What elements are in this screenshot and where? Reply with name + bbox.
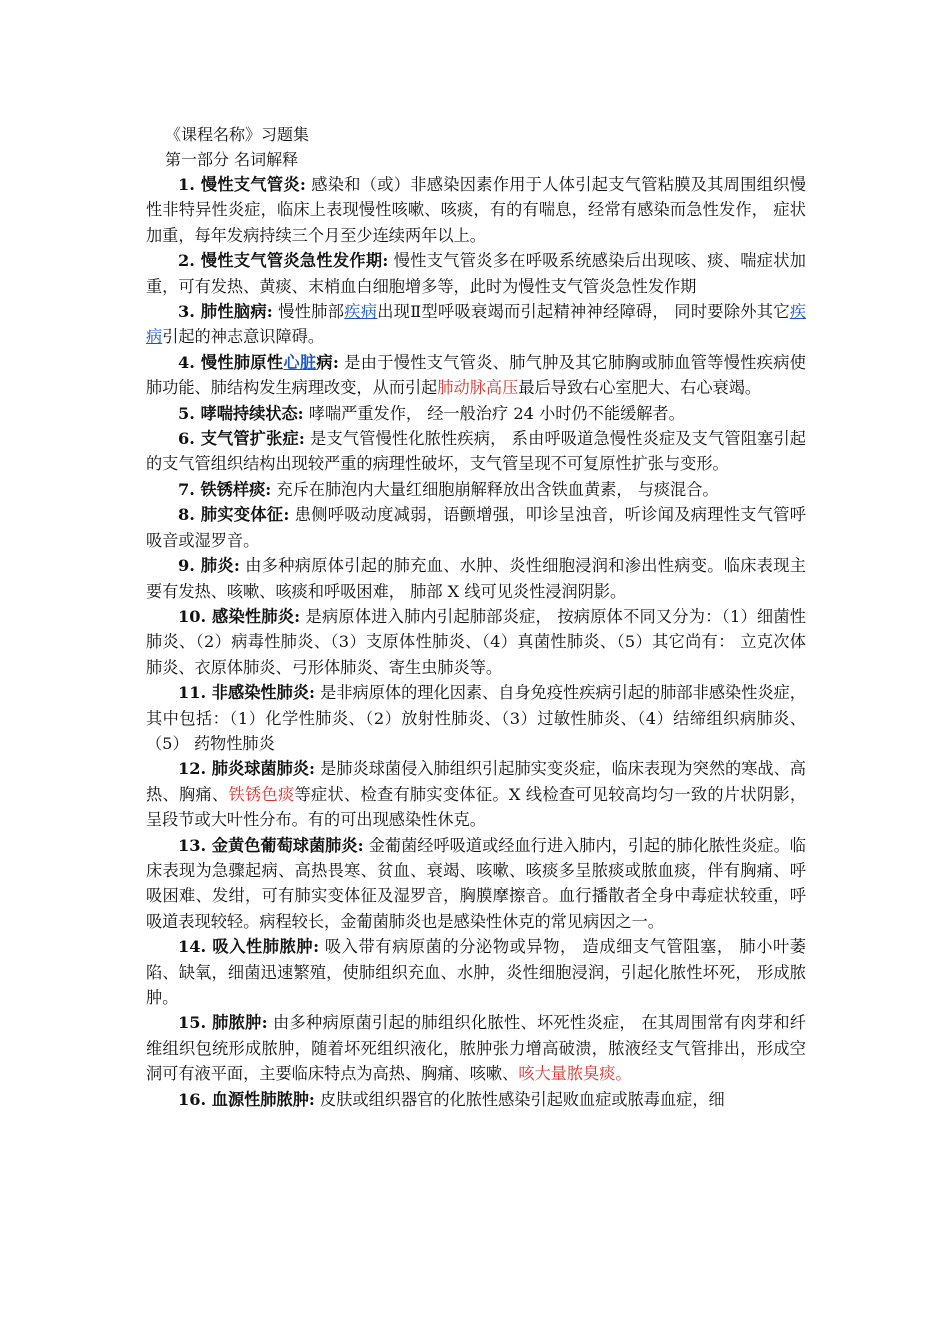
- section-heading: 第一部分 名词解释: [165, 150, 299, 169]
- definition-text: 由多种病原菌引起的肺组织化脓性、坏死性炎症， 在其周围常有肉芽和纤维组织包统形成脓肿，随着坏死组织液化，脓肿张力增高破溃，脓液经支气管排出，形成空洞可有液平面，主要临床特点为高热、胸痛、咳嗽、: [146, 1013, 806, 1084]
- definition-entry: [146, 401, 806, 426]
- definition-entry: [146, 172, 806, 248]
- definition-text: 是病原体进入肺内引起肺部炎症， 按病原体不同又分为：（1）细菌性肺炎、（2）病毒性肺炎、（3）支原体性肺炎、（4）真菌性肺炎、（5）其它尚有： 立克次体肺炎、衣原体肺炎、弓形体肺炎、寄生虫肺炎等。: [146, 606, 806, 677]
- definition-text: 充斥在肺泡内大量红细胞崩解释放出含铁血黄素， 与痰混合。: [271, 479, 719, 499]
- definition-text: 感染和（或）非感染因素作用于人体引起支气管粘膜及其周围组织慢性非特异性炎症，临床上表现慢性咳嗽、咳痰，有的有喘息，经常有感染而急性发作， 症状加重，每年发病持续三个月至少连续两年以上。: [146, 175, 806, 245]
- definition-text: 吸入带有病原菌的分泌物或异物， 造成细支气管阻塞， 肺小叶萎陷、缺氧，细菌迅速繁殖，使肺组织充血、水肿，炎性细胞浸润，引起化脓性坏死， 形成脓肿。: [146, 937, 806, 1007]
- definition-term: 病:: [316, 352, 339, 372]
- definition-term: 7. 铁锈样痰:: [178, 479, 272, 499]
- definition-text: 是支气管慢性化脓性疾病， 系由呼吸道急慢性炎症及支气管阻塞引起的支气管组织结构出现较严重的病理性破坏，支气管呈现不可复原性扩张与变形。: [146, 429, 806, 474]
- term-link[interactable]: 心脏: [283, 352, 317, 372]
- definition-term: 6. 支气管扩张症:: [178, 429, 305, 449]
- definition-term: 1. 慢性支气管炎:: [178, 175, 306, 194]
- definition-text: 患侧呼吸动度减弱，语颤增强，叩诊呈浊音，听诊闻及病理性支气管呼吸音或湿罗音。: [146, 505, 806, 550]
- definition-term: 2. 慢性支气管炎急性发作期:: [178, 251, 389, 271]
- definition-text: 等症状、检查有肺实变体征。X 线检查可见较高均匀一致的片状阴影， 呈段节或大叶性分布。有的可出现感染性休克。: [146, 784, 807, 830]
- definition-entry: [146, 1087, 806, 1112]
- definition-term: 9. 肺炎:: [178, 556, 240, 576]
- definition-text: 最后导致右心室肥大、右心衰竭。: [518, 378, 762, 398]
- definition-term: 12. 肺炎球菌肺炎:: [178, 759, 315, 779]
- definition-term: 15. 肺脓肿:: [178, 1013, 268, 1033]
- definition-list: [146, 172, 806, 1112]
- definition-term: 4. 慢性肺原性: [178, 352, 284, 372]
- definition-entry: [146, 350, 806, 401]
- highlighted-text: 肺动脉高压: [437, 378, 519, 398]
- definition-term: 14. 吸入性肺脓肿:: [178, 937, 320, 957]
- definition-entry: [146, 477, 806, 502]
- definition-text: 是由于慢性支气管炎、肺气肿及其它肺胸或肺血管等慢性疾病使肺功能、肺结构发生病理改变，从而引起: [146, 352, 806, 398]
- definition-entry: [146, 553, 806, 604]
- definition-entry: [146, 426, 806, 477]
- definition-term: 16. 血源性肺脓肿:: [178, 1089, 315, 1109]
- document-title: 《课程名称》习题集: [165, 125, 310, 144]
- definition-text: 哮喘严重发作， 经一般治疗 24 小时仍不能缓解者。: [303, 403, 685, 423]
- highlighted-text: 咳大量脓臭痰。: [518, 1064, 632, 1084]
- definition-text: 金葡菌经呼吸道或经血行进入肺内，引起的肺化脓性炎症。临床表现为急骤起病、高热畏寒、贫血、衰竭、咳嗽、咳痰多呈脓痰或脓血痰，伴有胸痛、呼吸困难、发绀，可有肺实变体征及湿罗音，胸膜摩擦音。血行播散者全身中毒症状较重，呼吸道表现较轻。病程较长，金葡菌肺炎也是感染性休克的常见病因之一。: [146, 835, 806, 931]
- definition-text: 慢性支气管炎多在呼吸系统感染后出现咳、痰、喘症状加重，可有发热、黄痰、末梢血白细胞增多等，此时为慢性支气管炎急性发作期: [146, 251, 806, 296]
- definition-term: 5. 哮喘持续状态:: [178, 403, 304, 423]
- definition-entry: [146, 604, 806, 680]
- definition-entry: [146, 680, 806, 756]
- definition-entry: [146, 299, 806, 350]
- definition-term: 3. 肺性脑病:: [178, 302, 273, 322]
- definition-text: 慢性肺部: [272, 302, 345, 322]
- definition-term: 8. 肺实变体征:: [178, 505, 290, 525]
- definition-term: 10. 感染性肺炎:: [178, 606, 301, 626]
- definition-text: 出现Ⅱ型呼吸衰竭而引起精神神经障碍， 同时要除外其它: [377, 302, 790, 322]
- definition-entry: [146, 502, 806, 553]
- term-link[interactable]: 疾病: [146, 302, 807, 347]
- definition-text: 是非病原体的理化因素、自身免疫性疾病引起的肺部非感染性炎症，其中包括：（1）化学性肺炎、（2）放射性肺炎、（3）过敏性肺炎、（4）结缔组织病肺炎、（5） 药物性肺炎: [146, 683, 806, 753]
- definition-text: 引起的神志意识障碍。: [162, 327, 325, 347]
- definition-term: 13. 金黄色葡萄球菌肺炎:: [178, 835, 364, 855]
- term-link[interactable]: 疾病: [344, 302, 378, 322]
- highlighted-text: 铁锈色痰: [228, 784, 295, 804]
- definition-entry: [146, 934, 806, 1010]
- definition-text: 由多种病原体引起的肺充血、水肿、炎性细胞浸润和渗出性病变。临床表现主要有发热、咳嗽、咳痰和呼吸困难， 肺部 X 线可见炎性浸润阴影。: [146, 556, 806, 601]
- definition-term: 11. 非感染性肺炎:: [178, 683, 315, 703]
- definition-entry: [146, 833, 806, 935]
- definition-text: 皮肤或组织器官的化脓性感染引起败血症或脓毒血症，细: [314, 1089, 725, 1109]
- definition-entry: [146, 756, 806, 832]
- definition-entry: [146, 248, 806, 299]
- definition-text: 是肺炎球菌侵入肺组织引起肺实变炎症，临床表现为突然的寒战、高热、胸痛、: [146, 759, 806, 804]
- definition-entry: [146, 1010, 806, 1086]
